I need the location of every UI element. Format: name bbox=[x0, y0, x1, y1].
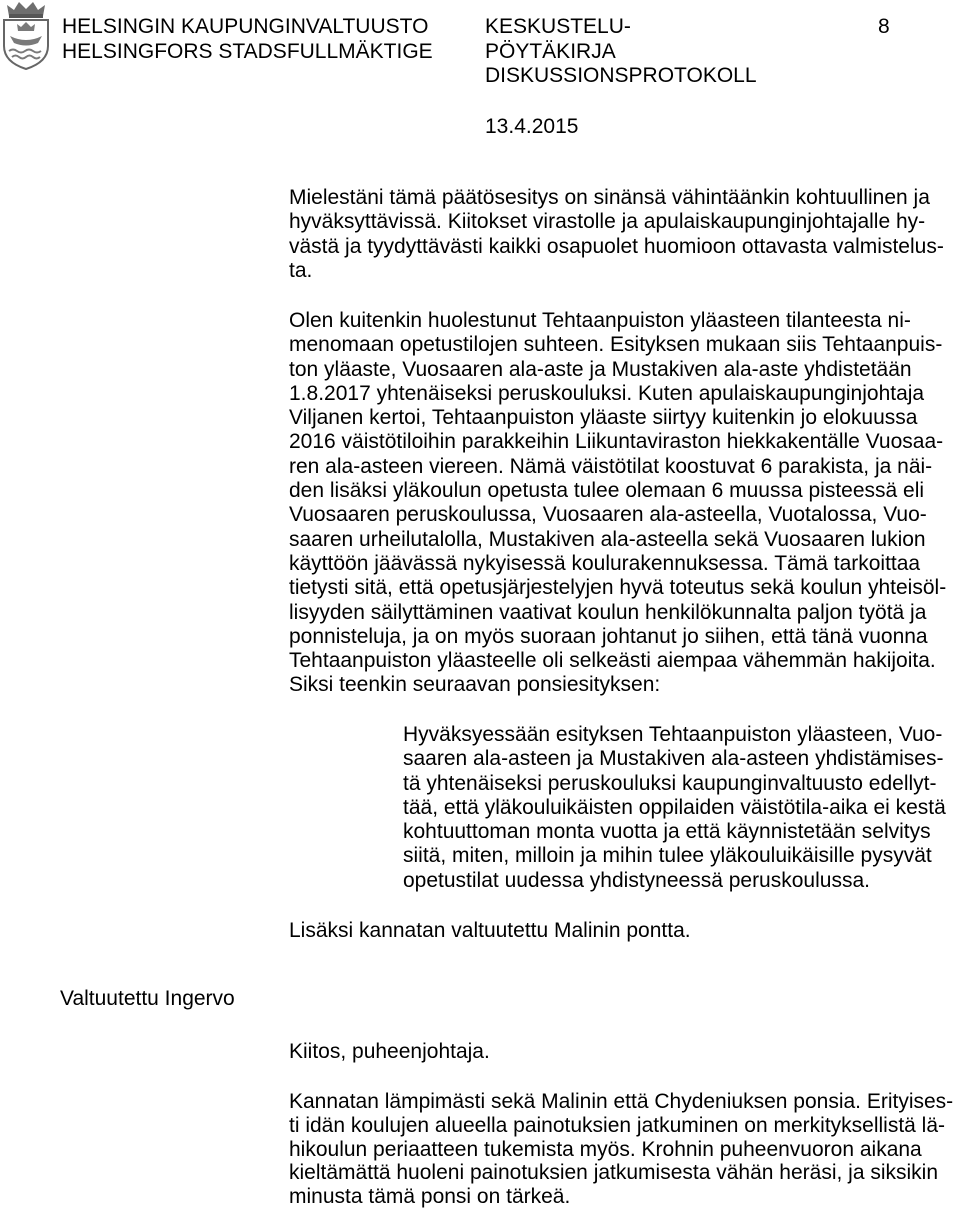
paragraph-line: lisyyden säilyttäminen vaativat koulun henkilökunnalta paljon työtä ja bbox=[289, 600, 927, 624]
paragraph-line: hyväksyttävissä. Kiitokset virastolle ja apulaiskaupunginjohtajalle hy- bbox=[289, 210, 926, 234]
paragraph-line: menomaan opetustilojen suhteen. Esityksen mukaan siis Tehtaanpuis- bbox=[289, 333, 943, 357]
greeting: Kiitos, puheenjohtaja. bbox=[289, 1040, 490, 1063]
intro-paragraph bbox=[289, 186, 944, 283]
speaker-name: Valtuutettu Ingervo bbox=[60, 987, 235, 1010]
document-type bbox=[485, 15, 757, 89]
paragraph-line: tietysti sitä, että opetusjärjestelyjen hyvä toteutus sekä koulun yhteisöl- bbox=[289, 576, 947, 600]
motion-text bbox=[403, 723, 946, 893]
paragraph-line: ta. bbox=[289, 258, 313, 282]
concern-paragraph bbox=[289, 309, 946, 698]
motion-line: kohtuuttoman monta vuotta ja että käynnistetään selvitys bbox=[403, 820, 931, 844]
paragraph-line: saaren urheilutalolla, Mustakiven ala-asteella sekä Vuosaaren lukion bbox=[289, 527, 926, 551]
motion-line: tää, että yläkouluikäisten oppilaiden väistötila-aika ei kestä bbox=[403, 795, 946, 819]
document-type-line: PÖYTÄKIRJA bbox=[485, 39, 616, 63]
council-name-finnish: HELSINGIN KAUPUNGINVALTUUSTO bbox=[62, 15, 429, 38]
council-name bbox=[62, 15, 433, 64]
paragraph-line: Olen kuitenkin huolestunut Tehtaanpuiston yläasteen tilanteesta ni- bbox=[289, 309, 911, 332]
page-number: 8 bbox=[878, 15, 890, 38]
paragraph-line: den lisäksi yläkoulun opetusta tulee olemaan 6 muussa pisteessä eli bbox=[289, 479, 925, 503]
paragraph-line: Viljanen kertoi, Tehtaanpuiston yläaste siirtyy kuitenkin jo elokuussa bbox=[289, 406, 918, 430]
paragraph-line: Tehtaanpuiston yläasteelle oli selkeästi aiempaa vähemmän hakijoita. bbox=[289, 649, 936, 673]
speech-paragraph bbox=[289, 1090, 953, 1209]
council-name-swedish: HELSINGFORS STADSFULLMÄKTIGE bbox=[62, 39, 433, 63]
motion-line: opetustilat uudessa yhdistyneessä peruskoulussa. bbox=[403, 868, 870, 892]
paragraph-line: Vuosaaren peruskoulussa, Vuosaaren ala-asteella, Vuotalossa, Vuo- bbox=[289, 503, 927, 527]
helsinki-coat-of-arms-icon bbox=[0, 0, 52, 70]
paragraph-line: minusta tämä ponsi on tärkeä. bbox=[289, 1185, 571, 1209]
paragraph-line: Kannatan lämpimästi sekä Malinin että Chydeniuksen ponsia. Erityises- bbox=[289, 1090, 954, 1113]
document-type-line: DISKUSSIONSPROTOKOLL bbox=[485, 64, 757, 87]
paragraph-line: ton yläaste, Vuosaaren ala-aste ja Mustakiven ala-aste yhdistetään bbox=[289, 357, 912, 381]
support-statement: Lisäksi kannatan valtuutettu Malinin pontta. bbox=[289, 919, 691, 942]
paragraph-line: ti idän koulujen alueella painotuksien jatkuminen on merkityksellistä lä- bbox=[289, 1113, 946, 1137]
document-type-line: KESKUSTELU- bbox=[485, 15, 631, 38]
motion-line: saaren ala-asteen ja Mustakiven ala-asteen yhdistämises- bbox=[403, 747, 944, 771]
paragraph-line: ren ala-asteen viereen. Nämä väistötilat koostuvat 6 parakista, ja näi- bbox=[289, 454, 933, 478]
paragraph-line: käyttöön jäävässä nykyisessä koulurakennuksessa. Tämä tarkoittaa bbox=[289, 551, 921, 575]
paragraph-line: kieltämättä huoleni painotuksien jatkumisesta vähän heräsi, ja siksikin bbox=[289, 1161, 939, 1185]
paragraph-line: ponnisteluja, ja on myös suoraan johtanut jo siihen, että tänä vuonna bbox=[289, 624, 928, 648]
paragraph-line: västä ja tyydyttävästi kaikki osapuolet huomioon ottavasta valmistelus- bbox=[289, 234, 944, 258]
paragraph-line: Mielestäni tämä päätösesitys on sinänsä vähintäänkin kohtuullinen ja bbox=[289, 186, 930, 209]
motion-line: siitä, miten, milloin ja mihin tulee yläkouluikäisille pysyvät bbox=[403, 844, 932, 868]
motion-line: tä yhtenäiseksi peruskouluksi kaupunginvaltuusto edellyt- bbox=[403, 771, 937, 795]
paragraph-line: Siksi teenkin seuraavan ponsiesityksen: bbox=[289, 673, 661, 697]
motion-line: Hyväksyessään esityksen Tehtaanpuiston yläasteen, Vuo- bbox=[403, 723, 943, 746]
meeting-date: 13.4.2015 bbox=[485, 115, 579, 138]
paragraph-line: hikoulun periaatteen tukemista myös. Krohnin puheenvuoron aikana bbox=[289, 1137, 922, 1161]
paragraph-line: 1.8.2017 yhtenäiseksi peruskouluksi. Kuten apulaiskaupunginjohtaja bbox=[289, 381, 925, 405]
paragraph-line: 2016 väistötiloihin parakkeihin Liikuntaviraston hiekkakentälle Vuosaa- bbox=[289, 430, 944, 454]
